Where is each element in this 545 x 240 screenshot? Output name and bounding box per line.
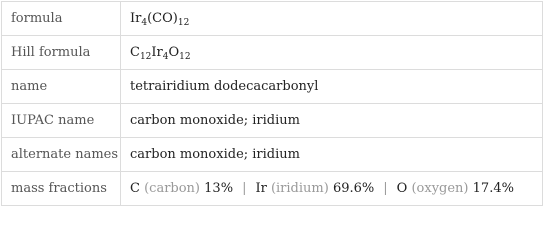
fraction-separator: | (383, 181, 388, 196)
table-row (2, 104, 543, 138)
table-row (2, 172, 543, 206)
fraction-percent: 13% (204, 181, 234, 196)
hill-formula-value: $C_{12}Ir_4O_{12}$ (121, 36, 543, 70)
name-value: tetrairidium dodecacarbonyl (121, 70, 543, 104)
iupac-name-value: carbon monoxide; iridium (121, 104, 543, 138)
fraction-element: (oxygen) (411, 181, 469, 196)
fraction-percent: 69.6% (332, 181, 375, 196)
fraction-percent: 17.4% (472, 181, 514, 196)
table-row (2, 2, 543, 36)
mass-fractions-value (121, 172, 543, 206)
table-row (2, 36, 543, 70)
fraction-element: (carbon) (144, 181, 201, 196)
row-label: IUPAC name (2, 104, 121, 138)
row-label: name (2, 70, 121, 104)
fraction-element: (iridium) (270, 181, 329, 196)
fraction-symbol: O (396, 181, 408, 196)
alternate-names-value: carbon monoxide; iridium (121, 138, 543, 172)
table-row (2, 138, 543, 172)
row-label: Hill formula (2, 36, 121, 70)
row-label: alternate names (2, 138, 121, 172)
row-label: formula (2, 2, 121, 36)
properties-table (1, 1, 543, 206)
fraction-symbol: C (130, 181, 140, 196)
formula-value: $Ir_4(CO)_{12}$ (121, 2, 543, 36)
table-row (2, 70, 543, 104)
fraction-separator: | (242, 181, 247, 196)
fraction-symbol: Ir (255, 181, 267, 196)
row-label: mass fractions (2, 172, 121, 206)
